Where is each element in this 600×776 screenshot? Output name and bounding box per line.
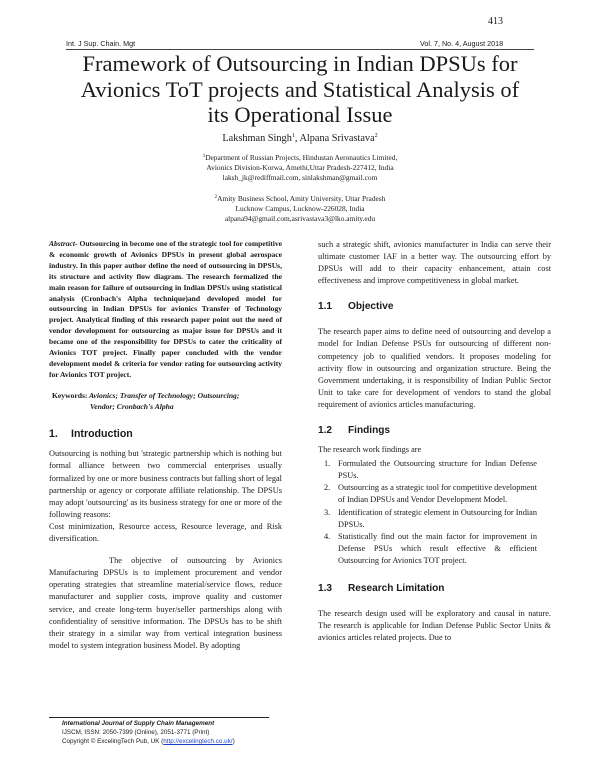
affiliation-1-superscript: 1 — [202, 154, 206, 159]
author-separator: , — [294, 133, 300, 144]
title-line-1: Framework of Outsourcing in Indian DPSUs for — [82, 51, 518, 76]
list-item-text: Formulated the Outsourcing structure for Indian Defense PSUs. — [338, 459, 537, 481]
footer-issn: IJSCM, ISSN: 2050-7399 (Online), 2051-3771 (Print) — [62, 729, 210, 736]
keywords-line-2: Vendor; Cronbach's Alpha — [90, 401, 174, 411]
author-2-name: Alpana Srivastava — [299, 133, 375, 144]
list-item-number: 4. — [324, 531, 331, 541]
subsection-title: Objective — [348, 301, 394, 313]
list-item — [318, 531, 551, 567]
affiliation-2-line-1: Amity Business School, Amity University, Uttar Pradesh — [217, 194, 386, 203]
subsection-title: Findings — [348, 425, 391, 437]
section-heading-findings — [318, 425, 551, 436]
footer-divider — [49, 717, 269, 718]
section-title: Introduction — [71, 428, 133, 441]
publisher-link[interactable]: http://excelingtech.co.uk/ — [163, 738, 233, 745]
page-number: 413 — [488, 16, 503, 27]
section-heading-objective — [318, 301, 551, 312]
left-column — [49, 239, 282, 652]
section-heading-introduction — [49, 428, 282, 440]
volume-info: Vol. 7, No. 4, August 2018 — [420, 39, 504, 48]
header-divider — [66, 49, 534, 50]
affiliation-2-line-2: Lucknow Campus, Lucknow-226028, India — [235, 204, 365, 214]
keywords-label: Keywords: — [52, 390, 88, 400]
abstract-label: Abstract- — [49, 239, 78, 248]
footer-copyright — [62, 737, 235, 746]
copyright-end: ) — [232, 738, 235, 745]
subsection-title: Research Limitation — [348, 582, 445, 594]
affiliation-1-email: laksh_jk@rediffmail.com, sinlakshman@gmail.com — [222, 173, 378, 183]
author-1-name: Lakshman Singh — [222, 133, 292, 144]
subsection-number: 1.2 — [318, 425, 333, 437]
title-line-2: Avionics ToT projects and Statistical Analysis of — [80, 76, 520, 102]
section-number: 1. — [49, 428, 58, 441]
affiliation-2 — [60, 193, 540, 225]
list-item — [318, 458, 551, 482]
intro-paragraph-3: The objective of outsourcing by Avionics Manufacturing DPSUs is to implement procurement and vendor operating strategies that streamline material/service flows, reduce manufacturer and supplier costs, improve quality and customer service, and create long-term buyer/seller partnerships along with confidentiality of sensitive information. The DPSUs has to be shift their strategy in a similar way from vertical integration business model to system integration business Model. By adopting — [49, 556, 282, 650]
list-item-text: Outsourcing as a strategic tool for competitive development of Indian DPSUs and Vendor Development Model. — [338, 483, 537, 505]
affiliation-1 — [60, 152, 540, 184]
keywords — [49, 391, 282, 413]
footer-journal-name: International Journal of Supply Chain Management — [62, 720, 215, 727]
affiliation-2-email: alpana94@gmail.com,asrivastava3@lko.amity.edu — [224, 214, 376, 224]
author-1-superscript: 1 — [291, 133, 295, 139]
findings-list — [318, 458, 551, 567]
keywords-line-1: Avionics; Transfer of Technology; Outsourcing; — [87, 390, 240, 400]
list-item-number: 3. — [324, 507, 331, 517]
affiliation-1-line-1: Department of Russian Projects, Hindustan Aeronautics Limited, — [205, 153, 398, 162]
list-item-number: 1. — [324, 459, 331, 469]
limitation-paragraph: The research design used will be exploratory and causal in nature. The research is applicable for Indian Defense Public Sector Units & avionics articles related projects. Due to — [318, 608, 551, 643]
list-item-text: Statistically find out the main factor for improvement in Defense PSUs which result effective & efficient Outsourcing for Avionics TOT project. — [338, 531, 537, 565]
copyright-text: Copyright © ExcelingTech Pub, UK ( — [62, 738, 164, 745]
author-list — [60, 133, 540, 144]
intro-paragraph-1: Outsourcing is nothing but 'strategic partnership which is nothing but formal alliance between two commercial enterprises usually formalized by one or more business contracts but falling short of legal partnership or agency or corporate affiliate relationship. The DPSUs may adopt 'outsourcing' as its business strategy for one or more of the following reasons: — [49, 449, 282, 519]
list-item — [318, 482, 551, 506]
subsection-number: 1.3 — [318, 582, 333, 594]
list-item — [318, 507, 551, 531]
intro-paragraph-2: Cost minimization, Resource access, Resource leverage, and Risk diversification. — [49, 521, 282, 544]
list-item-number: 2. — [324, 483, 331, 493]
abstract-text: Outsourcing in become one of the strategic tool for competitive & economic growth of Avionics DPSUs in present global aerospace industry. In this paper author define the need of outsourcing in DPSUs, its structure and activity flow diagram. The research formalized the main reason for failure of outsourcing in Indian DPSUs using statistical analysis (Cronbach's Alpha technique)and developed model for outsourcing in Indian DPSUs for avionics Transfer of Technology project. Analytical finding of this research paper point out the need of vendor development for outsourcing as major issue for DPSUs and it became one of the responsibility for DPSUs to cater the criticality of Avionics TOT project. Finally paper concluded with the vendor development model & criteria for vendor rating for outsourcing activity for Avionics TOT project. — [49, 239, 282, 379]
findings-intro: The research work findings are — [318, 445, 422, 455]
section-heading-limitation — [318, 583, 551, 594]
abstract — [49, 239, 282, 381]
right-column — [318, 239, 551, 644]
affiliation-1-line-2: Avionics Division-Korwa, Amethi,Uttar Pradesh-227412, India — [206, 163, 394, 173]
affiliation-2-superscript: 2 — [214, 195, 218, 200]
list-item-text: Identification of strategic element in Outsourcing for Indian DPSUs. — [338, 507, 537, 529]
intro-paragraph-3-continued: such a strategic shift, avionics manufacturer in India can serve their ultimate customer IAF in a better way. The outsourcing effort by DPSUs will add to their capacity enhancement, attain cost effectiveness and improve competitiveness in global market. — [318, 240, 551, 286]
title-line-3: its Operational Issue — [207, 102, 393, 127]
objective-paragraph: The research paper aims to define need of outsourcing and develop a model for Indian Defense PSUs for outsourcing of different non-competency job to qualified vendors. It proposes modeling for activity flow in outsourcing and organization structure. Being the Government undertaking, it is responsibility of Indian Public Sector Unit to take care for development of vendors to stand the global requirement of avionics articles manufacturing. — [318, 327, 551, 409]
subsection-number: 1.1 — [318, 301, 333, 313]
author-2-superscript: 2 — [374, 133, 378, 139]
paper-title — [60, 51, 540, 128]
journal-short-title: Int. J Sup. Chain. Mgt — [66, 39, 136, 48]
